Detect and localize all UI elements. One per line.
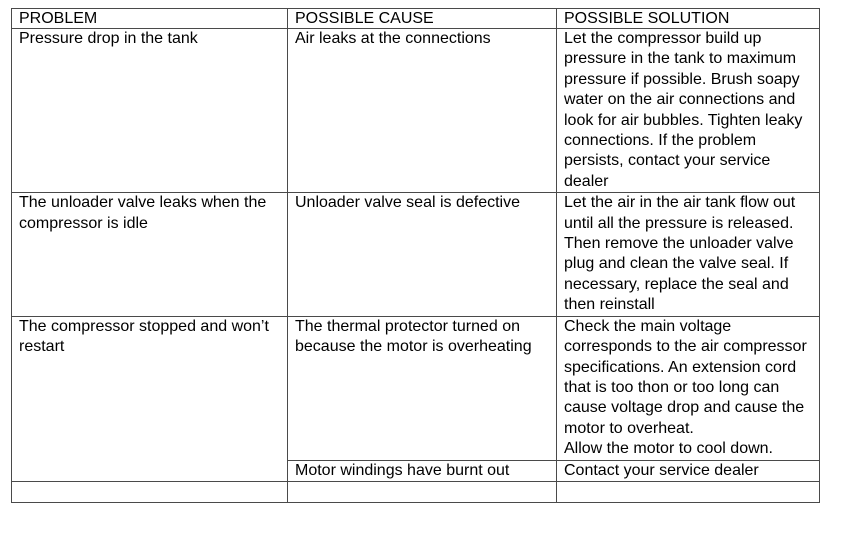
solution-cell: Contact your service dealer	[557, 460, 820, 481]
table-row	[12, 316, 820, 460]
solution-cell	[557, 316, 820, 460]
table-row	[12, 193, 820, 316]
table-row	[12, 29, 820, 193]
troubleshooting-table	[11, 8, 820, 503]
solution-cell-cut-off	[557, 481, 820, 502]
cause-cell: Unloader valve seal is defective	[288, 193, 557, 316]
header-possible-cause: POSSIBLE CAUSE	[288, 9, 557, 29]
cause-cell: Air leaks at the connections	[288, 29, 557, 193]
cause-cell-cut-off	[288, 481, 557, 502]
problem-cell: Pressure drop in the tank	[12, 29, 288, 193]
header-possible-solution: POSSIBLE SOLUTION	[557, 9, 820, 29]
header-row	[12, 9, 820, 29]
table-row-cut-off	[12, 481, 820, 502]
problem-cell-cut-off	[12, 481, 288, 502]
solution-cell: Let the air in the air tank flow out until all the pressure is released. Then remove the unloader valve plug and clean the valve seal. If necessary, replace the seal and then reinstall	[557, 193, 820, 316]
header-problem: PROBLEM	[12, 9, 288, 29]
cause-cell: The thermal protector turned on because the motor is overheating	[288, 316, 557, 460]
solution-paragraph: Check the main voltage corresponds to the air compressor specifications. An extension cord that is too thon or too long can cause voltage drop and cause the motor to overheat.	[564, 317, 807, 437]
cause-cell: Motor windings have burnt out	[288, 460, 557, 481]
problem-cell: The compressor stopped and won’t restart	[12, 316, 288, 481]
solution-cell: Let the compressor build up pressure in the tank to maximum pressure if possible. Brush soapy water on the air connections and look for air bubbles. Tighten leaky connections. If the problem persists, contact your service dealer	[557, 29, 820, 193]
solution-paragraph: Allow the motor to cool down.	[564, 440, 773, 458]
problem-cell: The unloader valve leaks when the compressor is idle	[12, 193, 288, 316]
